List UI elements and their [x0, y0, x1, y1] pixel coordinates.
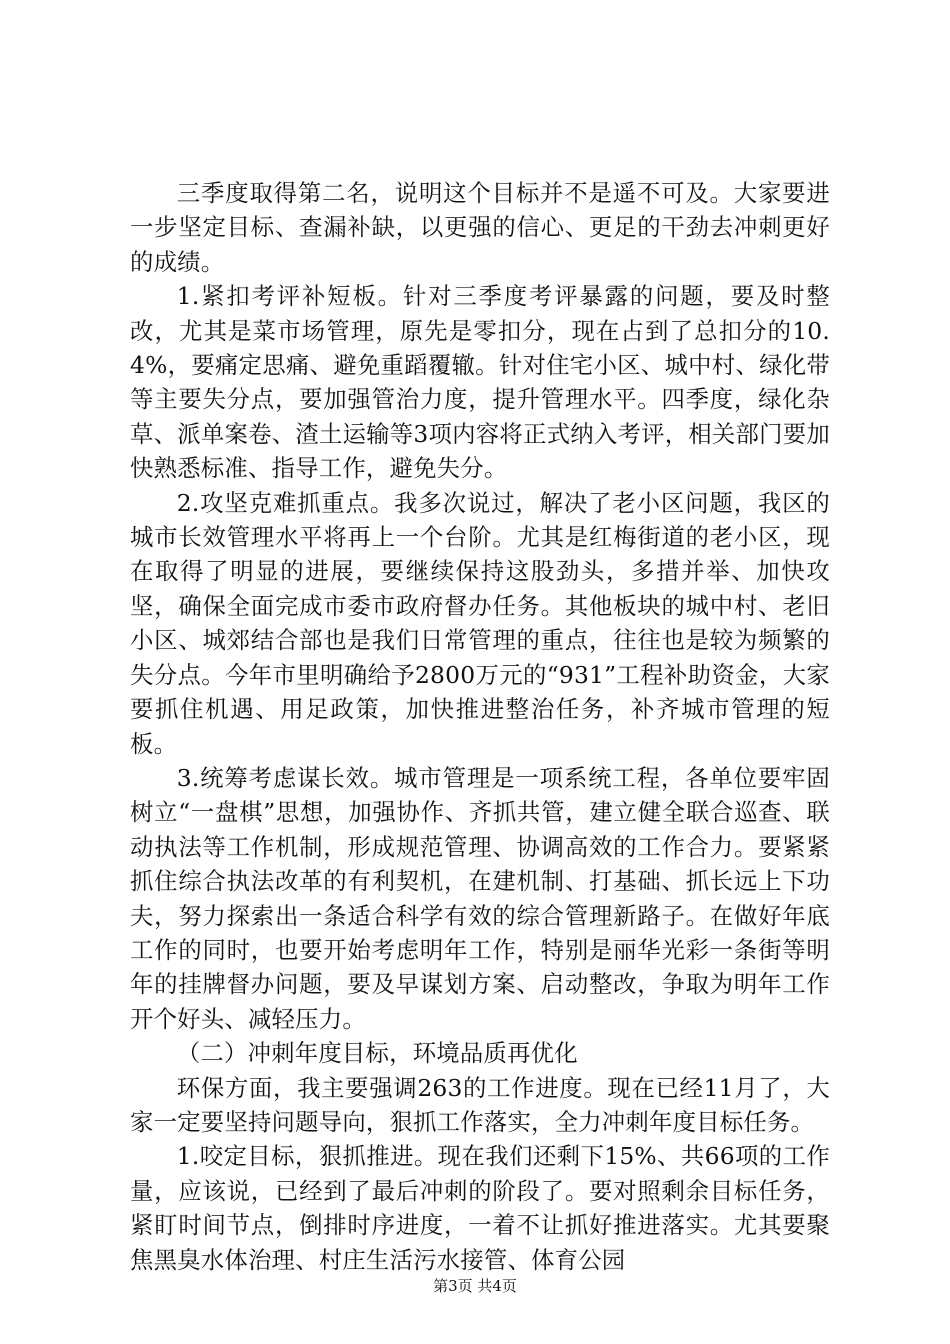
section-heading: （二）冲刺年度目标，环境品质再优化: [176, 1039, 578, 1068]
paragraph-item-2: 2.攻坚克难抓重点。我多次说过，解决了老小区问题，我区的城市长效管理水平将再上一个台阶。尤其是红梅街道的老小区，现在取得了明显的进展，要继续保持这股劲头，多措并举、加快攻坚，确保全面完成市委市政府督办任务。其他板块的城中村、老旧小区、城郊结合部也是我们日常管理的重点，往往也是较为频繁的失分点。今年市里明确给予2800万元的“931”工程补助资金，大家要抓住机遇、用足政策，加快推进整治任务，补齐城市管理的短板。: [130, 488, 830, 758]
paragraph-env-item-1: 1.咬定目标，狠抓推进。现在我们还剩下15%、共66项的工作量，应该说，已经到了最后冲刺的阶段了。要对照剩余目标任务，紧盯时间节点，倒排时序进度，一着不让抓好推进落实。尤其要聚焦黑臭水体治理、村庄生活污水接管、体育公园: [130, 1142, 830, 1274]
page-footer: 第3页 共4页: [433, 1277, 517, 1295]
paragraph-item-1: 1.紧扣考评补短板。针对三季度考评暴露的问题，要及时整改，尤其是菜市场管理，原先是零扣分，现在占到了总扣分的10.4%，要痛定思痛、避免重蹈覆辙。针对住宅小区、城中村、绿化带等主要失分点，要加强管治力度，提升管理水平。四季度，绿化杂草、派单案卷、渣土运输等3项内容将正式纳入考评，相关部门要加快熟悉标准、指导工作，避免失分。: [130, 282, 830, 483]
document-body: [130, 176, 830, 1277]
paragraph-intro: 三季度取得第二名，说明这个目标并不是遥不可及。大家要进一步坚定目标、查漏补缺，以更强的信心、更足的干劲去冲刺更好的成绩。: [130, 179, 830, 276]
paragraph-item-3: 3.统筹考虑谋长效。城市管理是一项系统工程，各单位要牢固树立“一盘棋”思想，加强协作、齐抓共管，建立健全联合巡查、联动执法等工作机制，形成规范管理、协调高效的工作合力。要紧紧抓住综合执法改革的有利契机，在建机制、打基础、抓长远上下功夫，努力探索出一条适合科学有效的综合管理新路子。在做好年底工作的同时，也要开始考虑明年工作，特别是丽华光彩一条街等明年的挂牌督办问题，要及早谋划方案、启动整改，争取为明年工作开个好头、减轻压力。: [130, 763, 830, 1033]
paragraph-environment: 环保方面，我主要强调263的工作进度。现在已经11月了，大家一定要坚持问题导向，狠抓工作落实，全力冲刺年度目标任务。: [130, 1073, 830, 1136]
